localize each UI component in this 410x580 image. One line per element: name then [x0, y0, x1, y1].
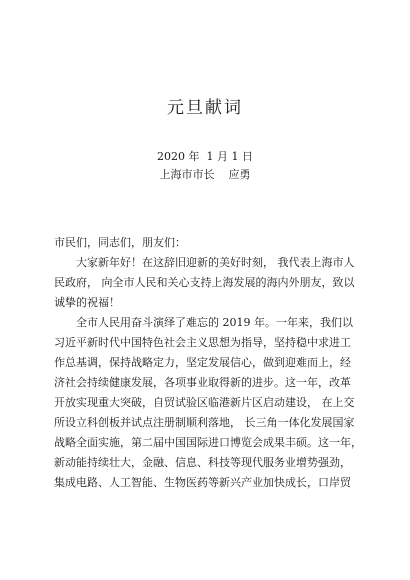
body-line: 大家新年好！在这辞旧迎新的美好时刻， 我代表上海市人	[76, 256, 355, 269]
body-line: 民政府， 向全市人民和关心支持上海发展的海内外朋友，致以	[54, 276, 355, 289]
document-author: 上海市市长 应勇	[159, 168, 251, 181]
document-title: 元旦献词	[167, 98, 243, 118]
body-line: 开放实现重大突破，自贸试验区临港新片区启动建设， 在上交	[54, 396, 355, 409]
body-line: 所设立科创板并试点注册制顺利落地， 长三角一体化发展国家	[54, 416, 355, 429]
body-line: 集成电路、人工智能、生物医药等新兴产业加快成长，口岸贸	[54, 476, 351, 489]
body-line: 习近平新时代中国特色社会主义思想为指导，坚持稳中求进工	[54, 336, 351, 349]
body-line: 新动能持续壮大，金融、信息、科技等现代服务业增势强劲，	[54, 456, 351, 469]
body-line: 济社会持续健康发展，各项事业取得新的进步。这一年，改革	[54, 376, 351, 389]
body-line: 作总基调，保持战略定力，坚定发展信心，做到迎难而上，经	[54, 356, 351, 369]
body-line: 诚挚的祝福！	[54, 296, 120, 309]
salutation-line: 市民们，同志们，朋友们：	[54, 236, 186, 249]
body-line: 全市人民用奋斗演绎了难忘的 2019 年。一年来，我们以	[76, 316, 353, 329]
document-date: 2020 年 1 月 1 日	[157, 150, 253, 163]
body-line: 战略全面实施，第二届中国国际进口博览会成果丰硕。这一年，	[54, 436, 362, 449]
document-body	[54, 233, 374, 493]
